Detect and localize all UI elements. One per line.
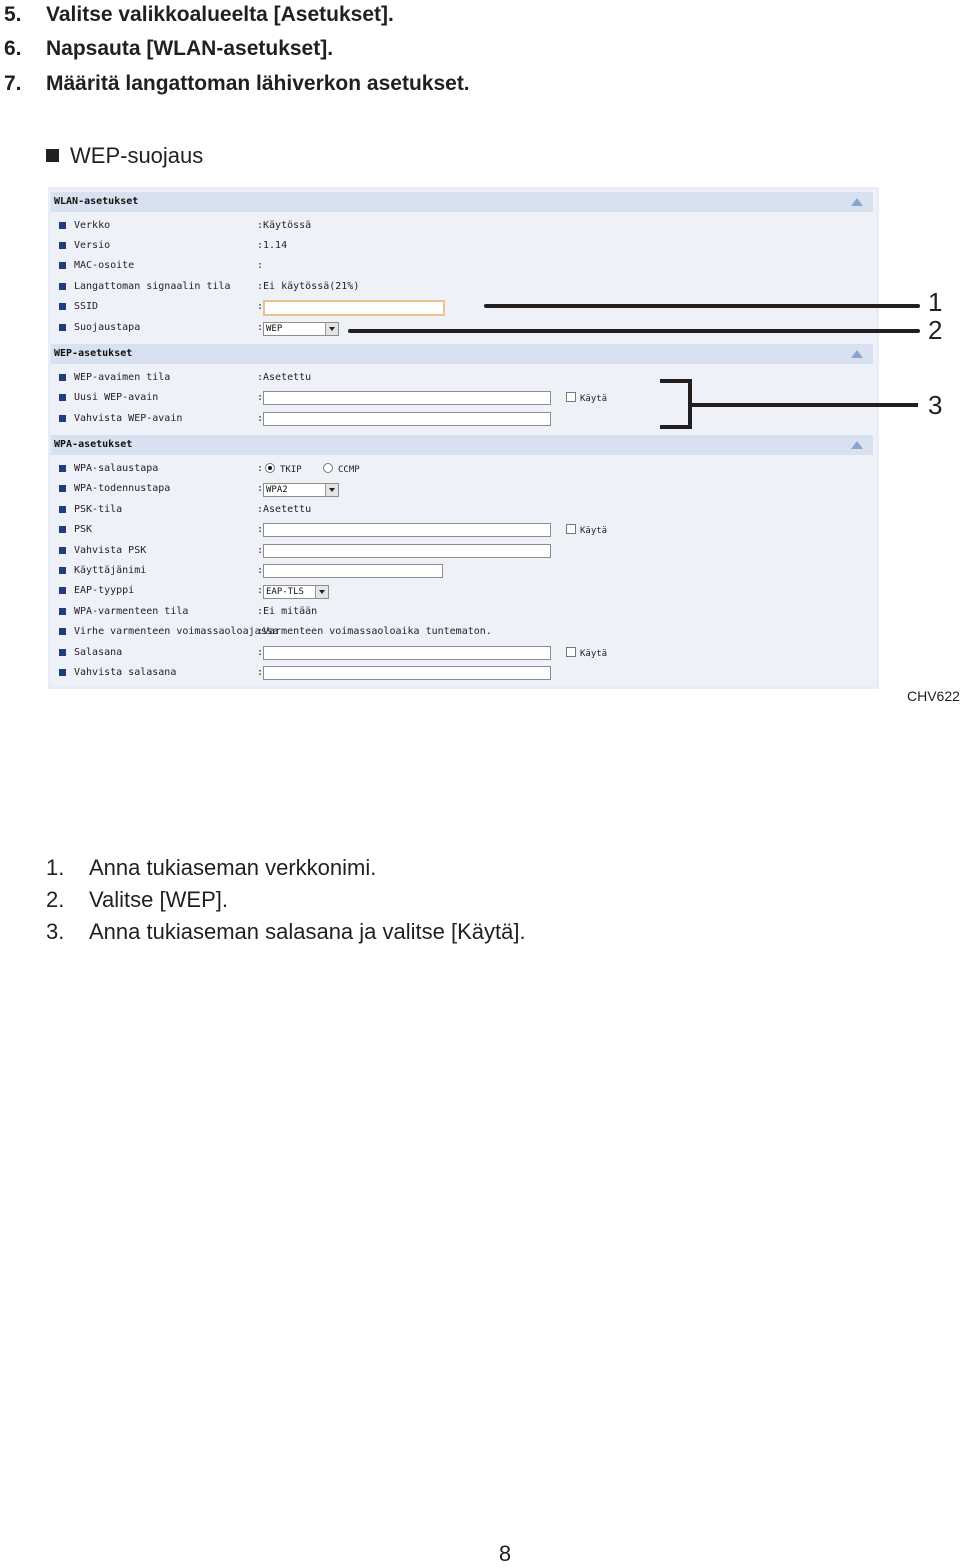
wpa-auth-select[interactable]: WPA2 xyxy=(263,483,339,497)
step-7: 7. Määritä langattoman lähiverkon asetukset. xyxy=(4,72,470,95)
figure-code: CHV622 xyxy=(907,688,960,704)
step-6: 6. Napsauta [WLAN-asetukset]. xyxy=(4,37,334,60)
note-1: 1. Anna tukiaseman verkkonimi. xyxy=(46,855,377,880)
wlan-section-header: WLAN-asetukset xyxy=(51,192,873,212)
note-2: 2. Valitse [WEP]. xyxy=(46,887,228,912)
callout-3: 3 xyxy=(928,390,943,420)
note-3: 3. Anna tukiaseman salasana ja valitse [Käytä]. xyxy=(46,919,526,944)
step-5: 5. Valitse valikkoalueelta [Asetukset]. xyxy=(4,3,394,26)
section-heading: WEP-suojaus xyxy=(46,143,203,169)
psk-kayta-checkbox[interactable]: Käytä xyxy=(566,524,607,537)
wlan-settings-screenshot: WLAN-asetukset Verkko :Käytössä Versio :1.14 MAC-osoite : Langattoman signaalin tila :Ei käytössä(21%) SSID : Suojaustapa : WEP WEP-asetukset WEP-avaimen tila :Asetettu Uusi WEP-avain : Käytä Vahvista WEP-avain : WPA-asetukset WPA-salaustapa : TKIP CCMP WPA-todennustapa : WPA2 PSK-tila :Asetettu PSK : Käytä Vahvista PSK : Käyttäjänimi : EAP-tyyppi : EAP-TLS WPA-varmenteen tila :Ei mitään Virhe varmenteen voimassaoloajassa :Varmenteen voimassaoloaika tuntematon. Salasana : Käytä Vahvista salasana : xyxy=(48,187,879,689)
page-number: 8 xyxy=(498,1541,512,1566)
callout-2: 2 xyxy=(928,315,943,345)
wep-kayta-checkbox[interactable]: Käytä xyxy=(566,392,607,405)
radio-ccmp[interactable]: CCMP xyxy=(323,463,360,476)
radio-tkip[interactable]: TKIP xyxy=(265,463,302,476)
wep-section-header: WEP-asetukset xyxy=(51,344,873,364)
callout-1: 1 xyxy=(928,287,943,317)
callout-lines xyxy=(0,0,960,700)
eap-type-select[interactable]: EAP-TLS xyxy=(263,585,329,599)
wpa-section-header: WPA-asetukset xyxy=(51,435,873,455)
password-kayta-checkbox[interactable]: Käytä xyxy=(566,647,607,660)
security-method-select[interactable]: WEP xyxy=(263,322,339,336)
